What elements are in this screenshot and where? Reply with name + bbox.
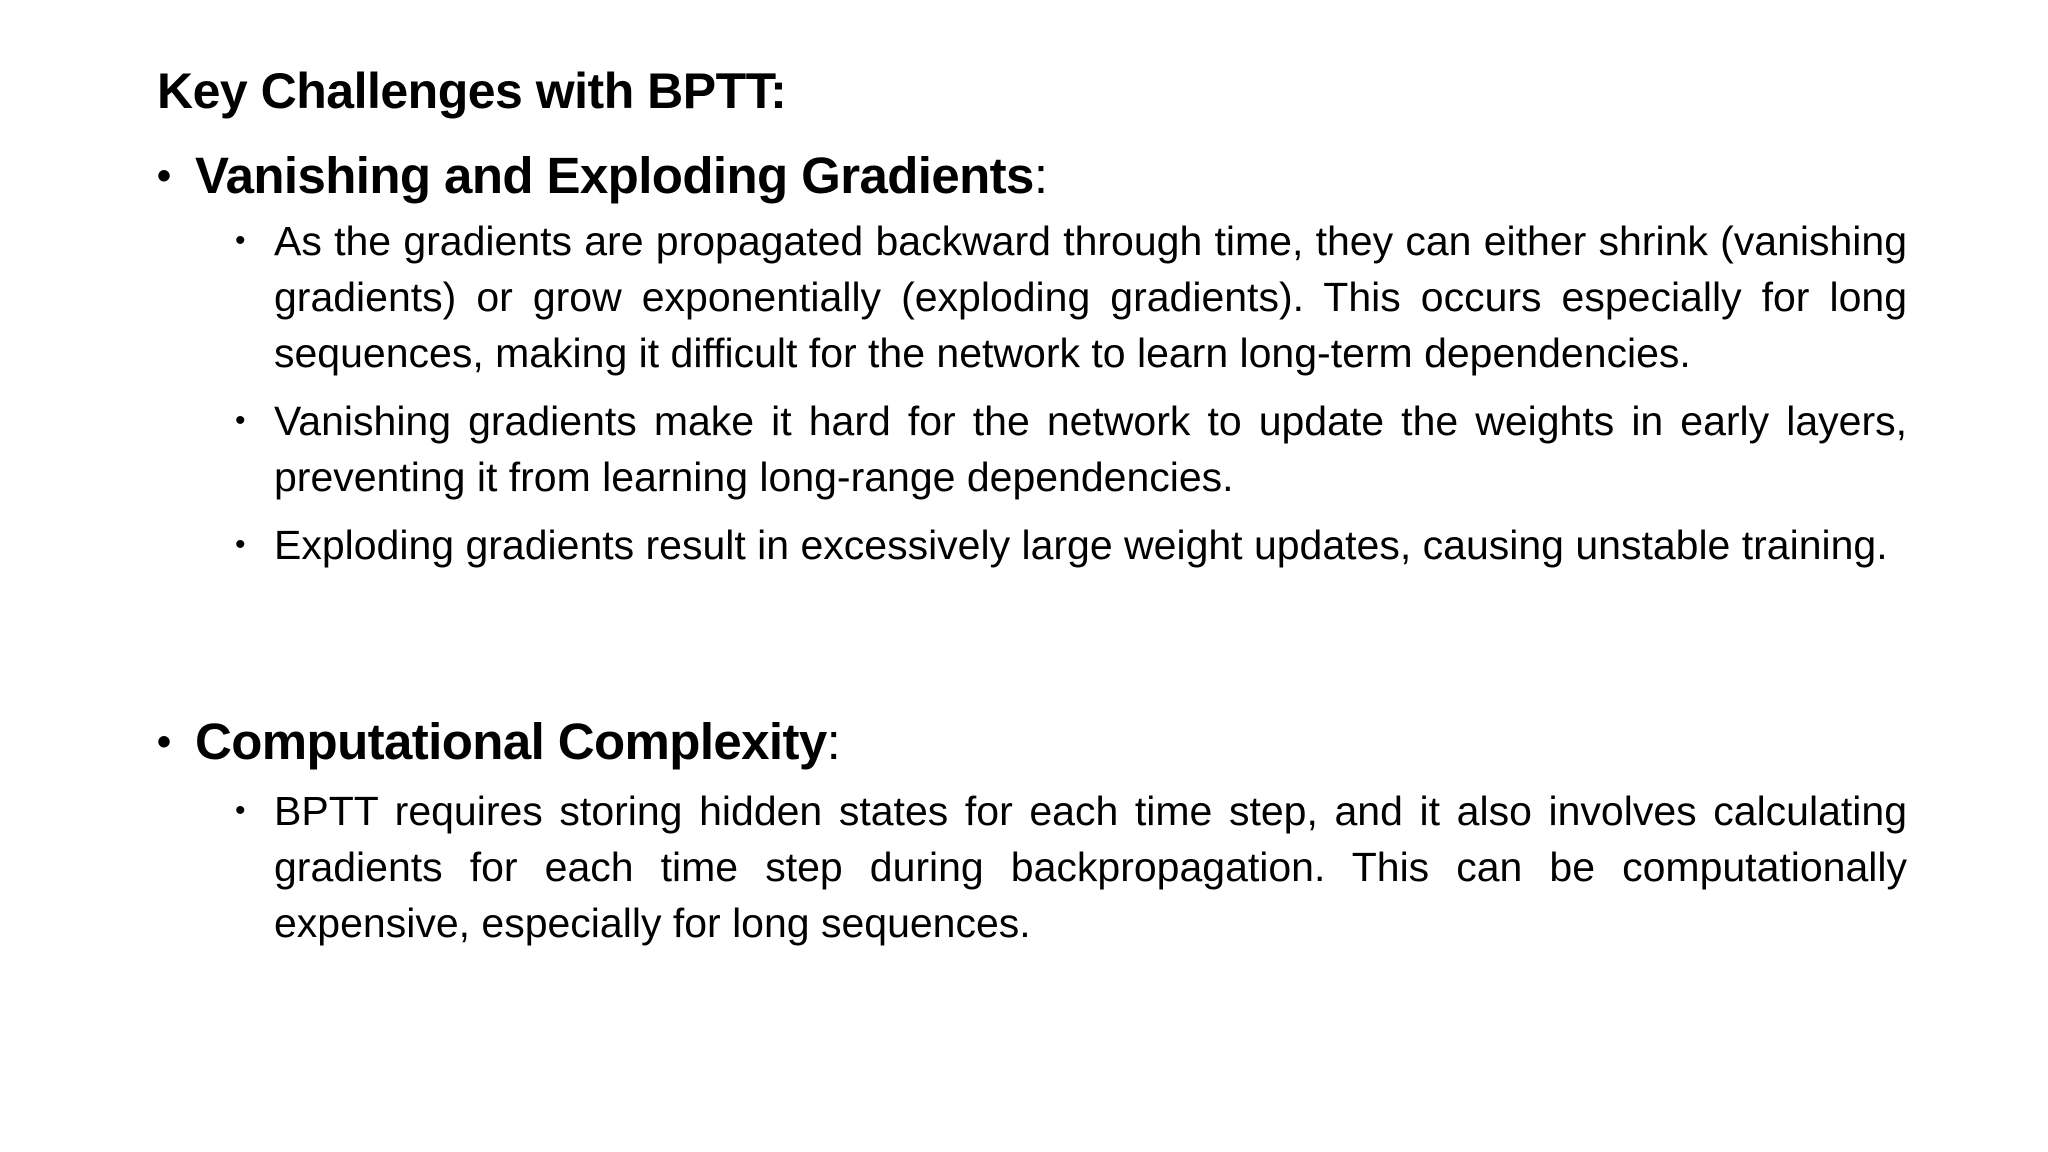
- bullet-icon: •: [235, 528, 246, 561]
- bullet-icon: •: [157, 154, 172, 198]
- list-item-text: Vanishing gradients make it hard for the network to update the weights in early layers, preventing it from learning long-range dependencies.: [274, 398, 1907, 500]
- list-item: [157, 517, 1907, 573]
- section-title-colon: :: [826, 713, 841, 770]
- section-title-colon: :: [1033, 147, 1048, 204]
- list-item-text: As the gradients are propagated backward through time, they can either shrink (vanishing gradients) or grow exponentially (exploding gradients). This occurs especially for long sequences, making it difficult for the network to learn long-term dependencies.: [274, 218, 1907, 376]
- list-item: [157, 393, 1907, 505]
- sub-bullet-list: [157, 783, 1907, 951]
- section-title-text: Vanishing and Exploding Gradients: [195, 147, 1034, 204]
- bullet-icon: •: [235, 224, 246, 257]
- bullet-icon: •: [235, 794, 246, 827]
- section-title: [157, 145, 1907, 207]
- sub-bullet-list: [157, 213, 1907, 573]
- section-title-text: Computational Complexity: [195, 713, 827, 770]
- list-item: [157, 783, 1907, 951]
- list-item-text: BPTT requires storing hidden states for each time step, and it also involves calculating gradients for each time step during backpropagation. This can be computationally expensive, especially for long sequences.: [274, 788, 1907, 946]
- bullet-icon: •: [235, 404, 246, 437]
- section-title: [157, 711, 1907, 773]
- list-item-text: Exploding gradients result in excessively large weight updates, causing unstable training.: [274, 522, 1888, 568]
- bullet-icon: •: [157, 720, 172, 764]
- list-item: [157, 213, 1907, 381]
- section-vanishing-exploding: [157, 145, 1907, 573]
- section-computational-complexity: [157, 711, 1907, 951]
- slide-heading: Key Challenges with BPTT:: [157, 63, 787, 119]
